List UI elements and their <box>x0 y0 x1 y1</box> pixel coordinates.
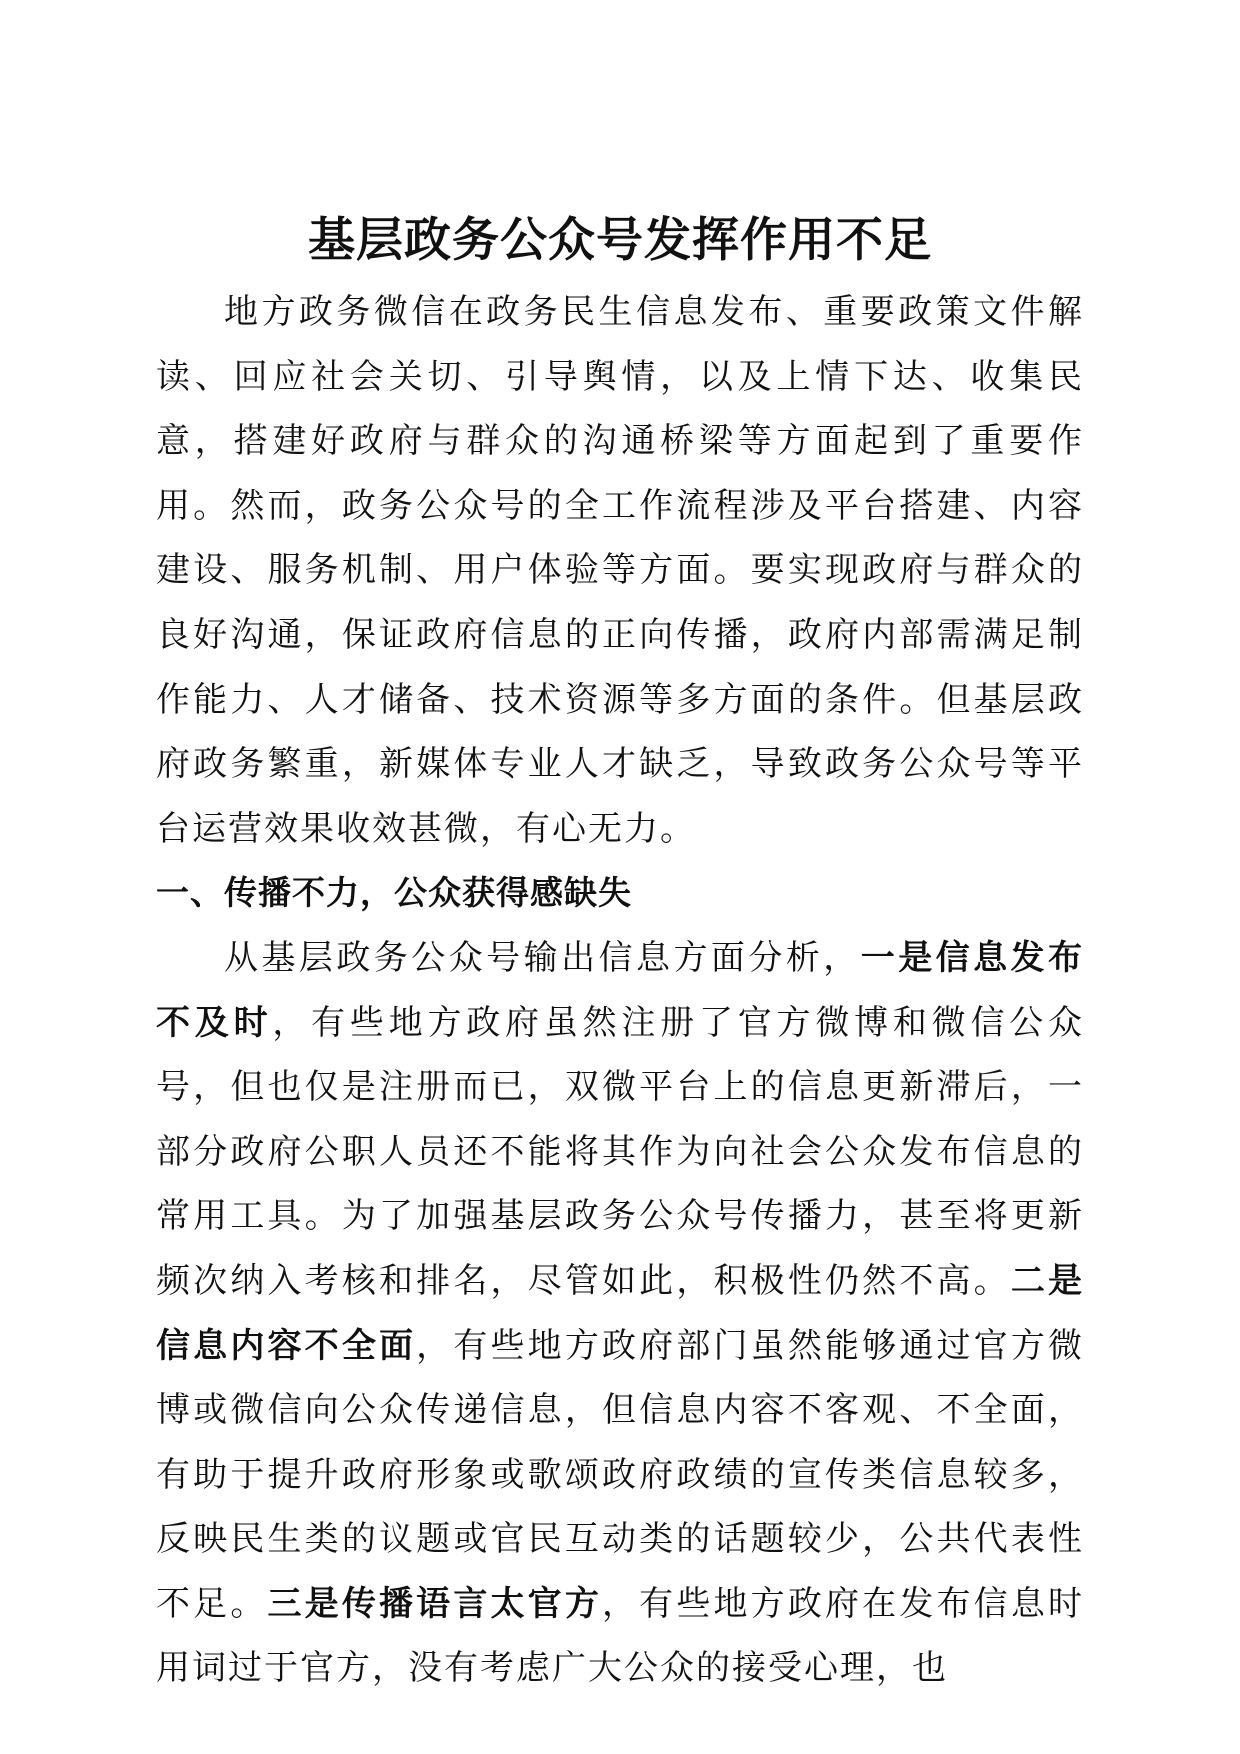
point-two-text: ，有些地方政府部门虽然能够通过官方微博或微信向公众传递信息，但信息内容不客观、不全面，有助于提升政府形象或歌颂政府政绩的宣传类信息较多，反映民生类的议题或官民互动类的话题较少，公共代表性不足。 <box>156 1325 1085 1624</box>
document-title: 基层政务公众号发挥作用不足 <box>308 213 932 269</box>
paragraph-lead-text: 从基层政务公众号输出信息方面分析， <box>224 937 861 978</box>
section-paragraph <box>156 926 1084 1701</box>
point-three-text: ，有些地方政府在发布信息时用词过于官方，没有考虑广大公众的接受心理，也 <box>156 1583 1084 1689</box>
document-body <box>156 280 1084 1701</box>
point-three-bold: 三是传播语言太官方 <box>267 1583 602 1624</box>
section-heading: 一、传播不力，公众获得感缺失 <box>156 873 632 913</box>
intro-paragraph: 地方政务微信在政务民生信息发布、重要政策文件解读、回应社会关切、引导舆情，以及上情下达、收集民意，搭建好政府与群众的沟通桥梁等方面起到了重要作用。然而，政务公众号的全工作流程涉及平台搭建、内容建设、服务机制、用户体验等方面。要实现政府与群众的良好沟通，保证政府信息的正向传播，政府内部需满足制作能力、人才储备、技术资源等多方面的条件。但基层政府政务繁重，新媒体专业人才缺乏，导致政务公众号等平台运营效果收效甚微，有心无力。 <box>156 292 1084 849</box>
point-one-text: ，有些地方政府虽然注册了官方微博和微信公众号，但也仅是注册而已，双微平台上的信息更新滞后，一部分政府公职人员还不能将其作为向社会公众发布信息的常用工具。为了加强基层政务公众号传播力，甚至将更新频次纳入考核和排名，尽管如此，积极性仍然不高。 <box>156 1002 1085 1301</box>
point-one-bold: 一是信息发布不及时 <box>156 937 1085 1043</box>
point-two-bold: 二是信息内容不全面 <box>156 1260 1085 1366</box>
